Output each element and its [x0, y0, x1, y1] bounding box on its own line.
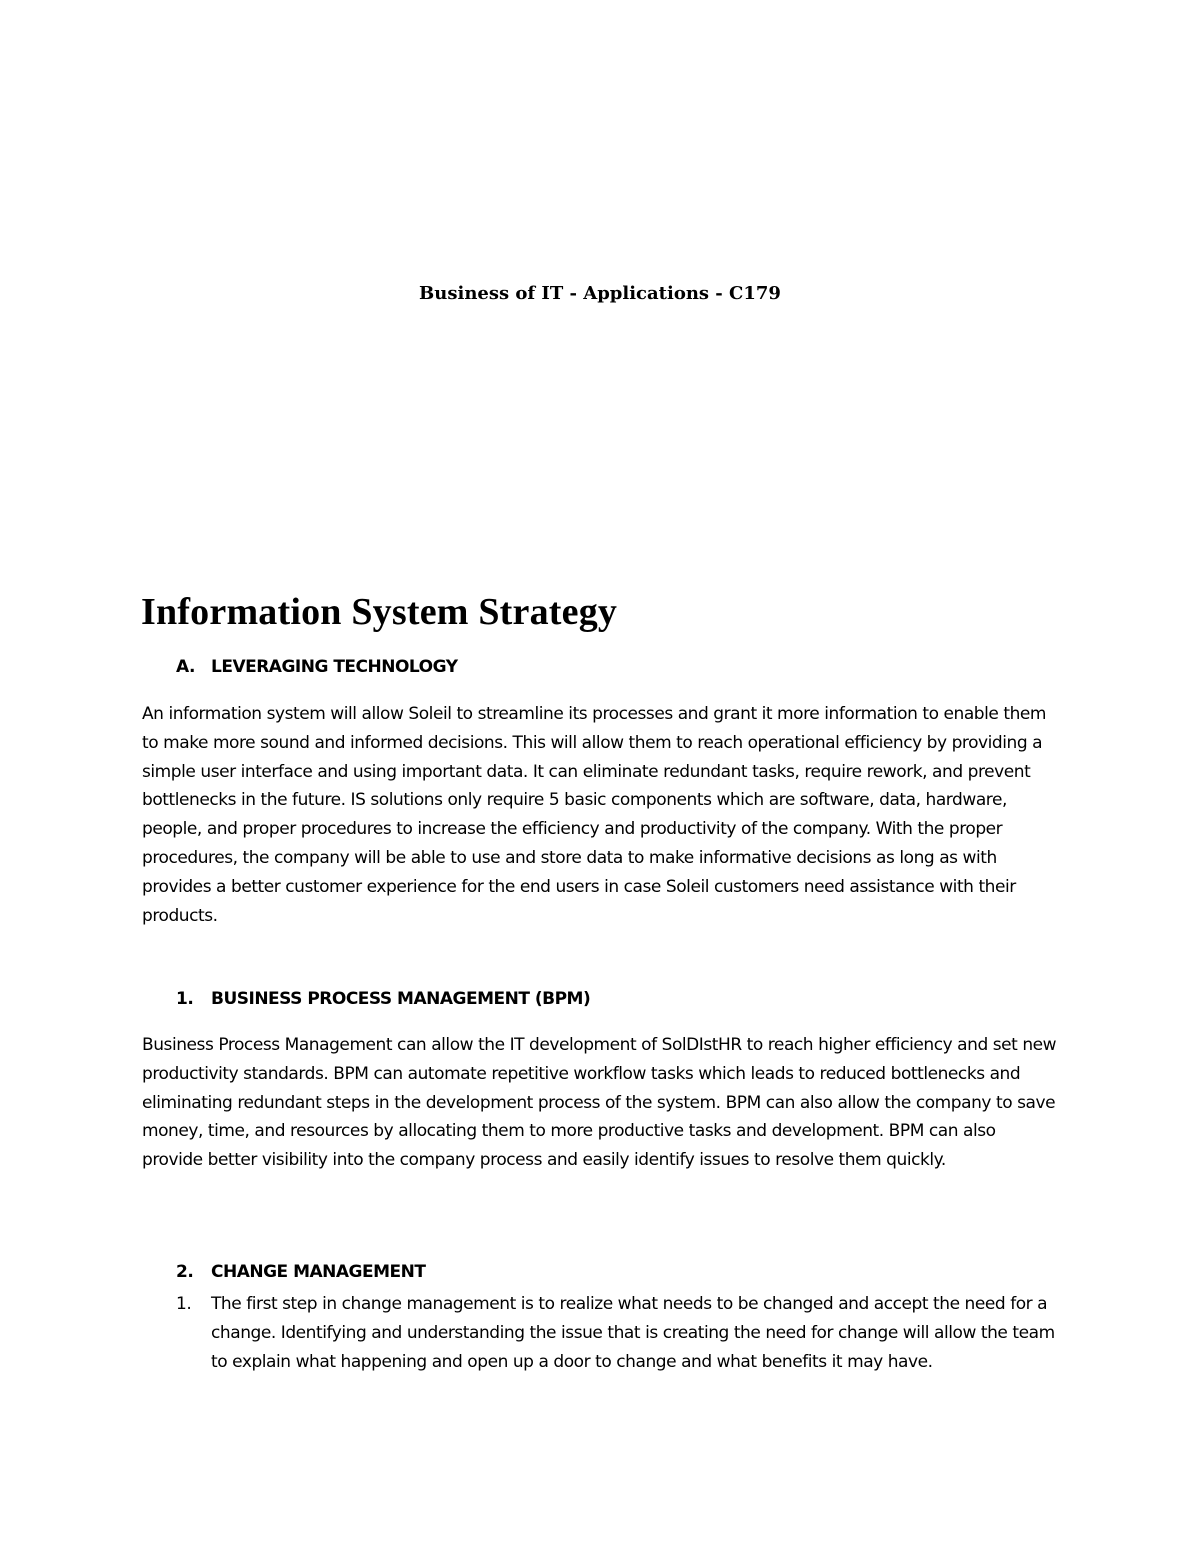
section-body-leveraging-technology: An information system will allow Soleil to streamline its processes and grant it more information to enable them to make more sound and informed decisions. This will allow them to reach operational efficiency by providing a simple user interface and using important data. It can eliminate redundant tasks, require rework, and prevent bottlenecks in the future. IS solutions only require 5 basic components which are software, data, hardware, people, and proper procedures to increase the efficiency and productivity of the company. With the proper procedures, the company will be able to use and store data to make informative decisions as long as with provides a better customer experience for the end users in case Soleil customers need assistance with their products.: [142, 704, 1047, 926]
section-marker: A.: [176, 657, 195, 677]
cover-title: Business of IT - Applications - C179: [419, 283, 781, 304]
section-title: CHANGE MANAGEMENT: [211, 1262, 426, 1282]
section-marker: 2.: [176, 1262, 194, 1282]
section-title: LEVERAGING TECHNOLOGY: [211, 657, 458, 677]
section-body-bpm: Business Process Management can allow the IT development of SolDIstHR to reach higher efficiency and set new productivity standards. BPM can automate repetitive workflow tasks which leads to reduced bottlenecks and eliminating redundant steps in the development process of the system. BPM can also allow the company to save money, time, and resources by allocating them to more productive tasks and development. BPM can also provide better visibility into the company process and easily identify issues to resolve them quickly.: [142, 1035, 1057, 1171]
section-marker: 1.: [176, 989, 194, 1009]
document-heading: Information System Strategy: [141, 591, 618, 633]
list-item-marker: 1.: [176, 1294, 192, 1314]
list-item-text: The first step in change management is to realize what needs to be changed and accept the need for a change. Identifying and understanding the issue that is creating the need for change will allow the team to explain what happening and open up a door to change and what benefits it may have.: [211, 1294, 1055, 1372]
section-title: BUSINESS PROCESS MANAGEMENT (BPM): [211, 989, 591, 1009]
